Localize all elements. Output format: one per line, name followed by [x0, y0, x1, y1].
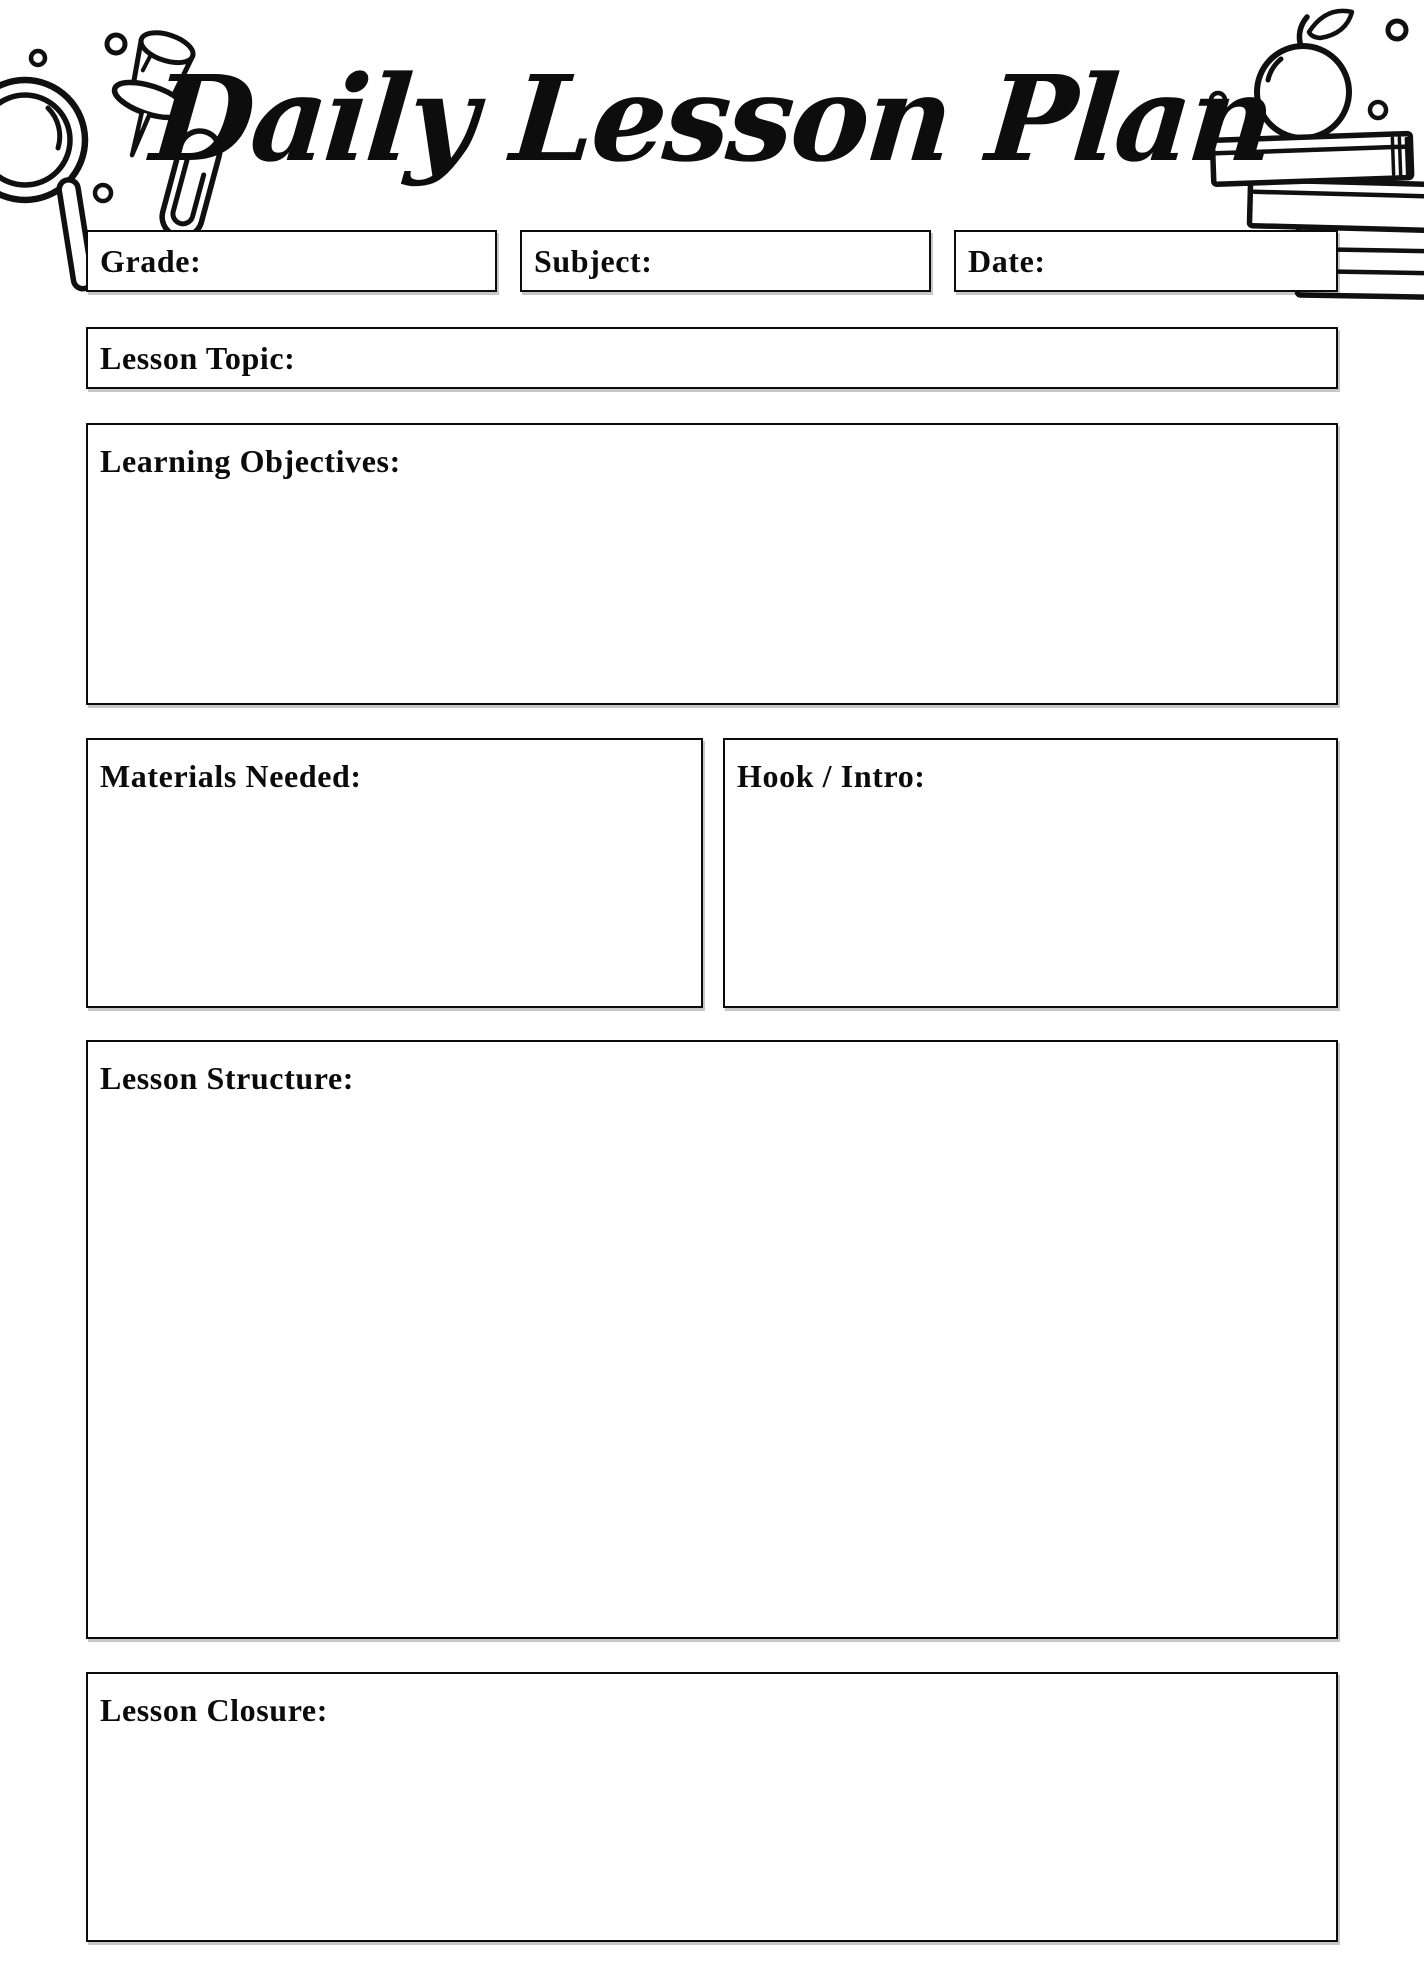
lesson-closure-input[interactable]: [100, 1737, 1322, 1928]
lesson-topic-input[interactable]: [305, 336, 1322, 380]
lesson-closure-field: [86, 1672, 1338, 1942]
lesson-structure-label: Lesson Structure:: [100, 1060, 355, 1096]
materials-needed-input[interactable]: [100, 803, 687, 994]
materials-needed-label: Materials Needed:: [100, 758, 362, 794]
hook-intro-label: Hook / Intro:: [737, 758, 926, 794]
bubble-icon: [1388, 21, 1406, 39]
learning-objectives-label: Learning Objectives:: [100, 443, 401, 479]
grade-field: [86, 230, 497, 292]
subject-input[interactable]: [663, 239, 915, 283]
lesson-topic-label: Lesson Topic:: [100, 339, 296, 376]
learning-objectives-input[interactable]: [100, 488, 1322, 691]
date-input[interactable]: [1056, 239, 1322, 283]
grade-label: Grade:: [100, 242, 202, 279]
page-title: Daily Lesson Plan: [146, 49, 1278, 188]
lesson-closure-label: Lesson Closure:: [100, 1692, 328, 1728]
subject-label: Subject:: [534, 242, 653, 279]
hook-intro-input[interactable]: [737, 803, 1322, 994]
subject-field: [520, 230, 931, 292]
date-label: Date:: [968, 242, 1046, 279]
lesson-topic-field: [86, 327, 1338, 389]
lesson-structure-field: [86, 1040, 1338, 1639]
materials-needed-field: [86, 738, 703, 1008]
learning-objectives-field: [86, 423, 1338, 705]
date-field: [954, 230, 1338, 292]
hook-intro-field: [723, 738, 1338, 1008]
grade-input[interactable]: [211, 239, 481, 283]
lesson-structure-input[interactable]: [100, 1105, 1322, 1625]
